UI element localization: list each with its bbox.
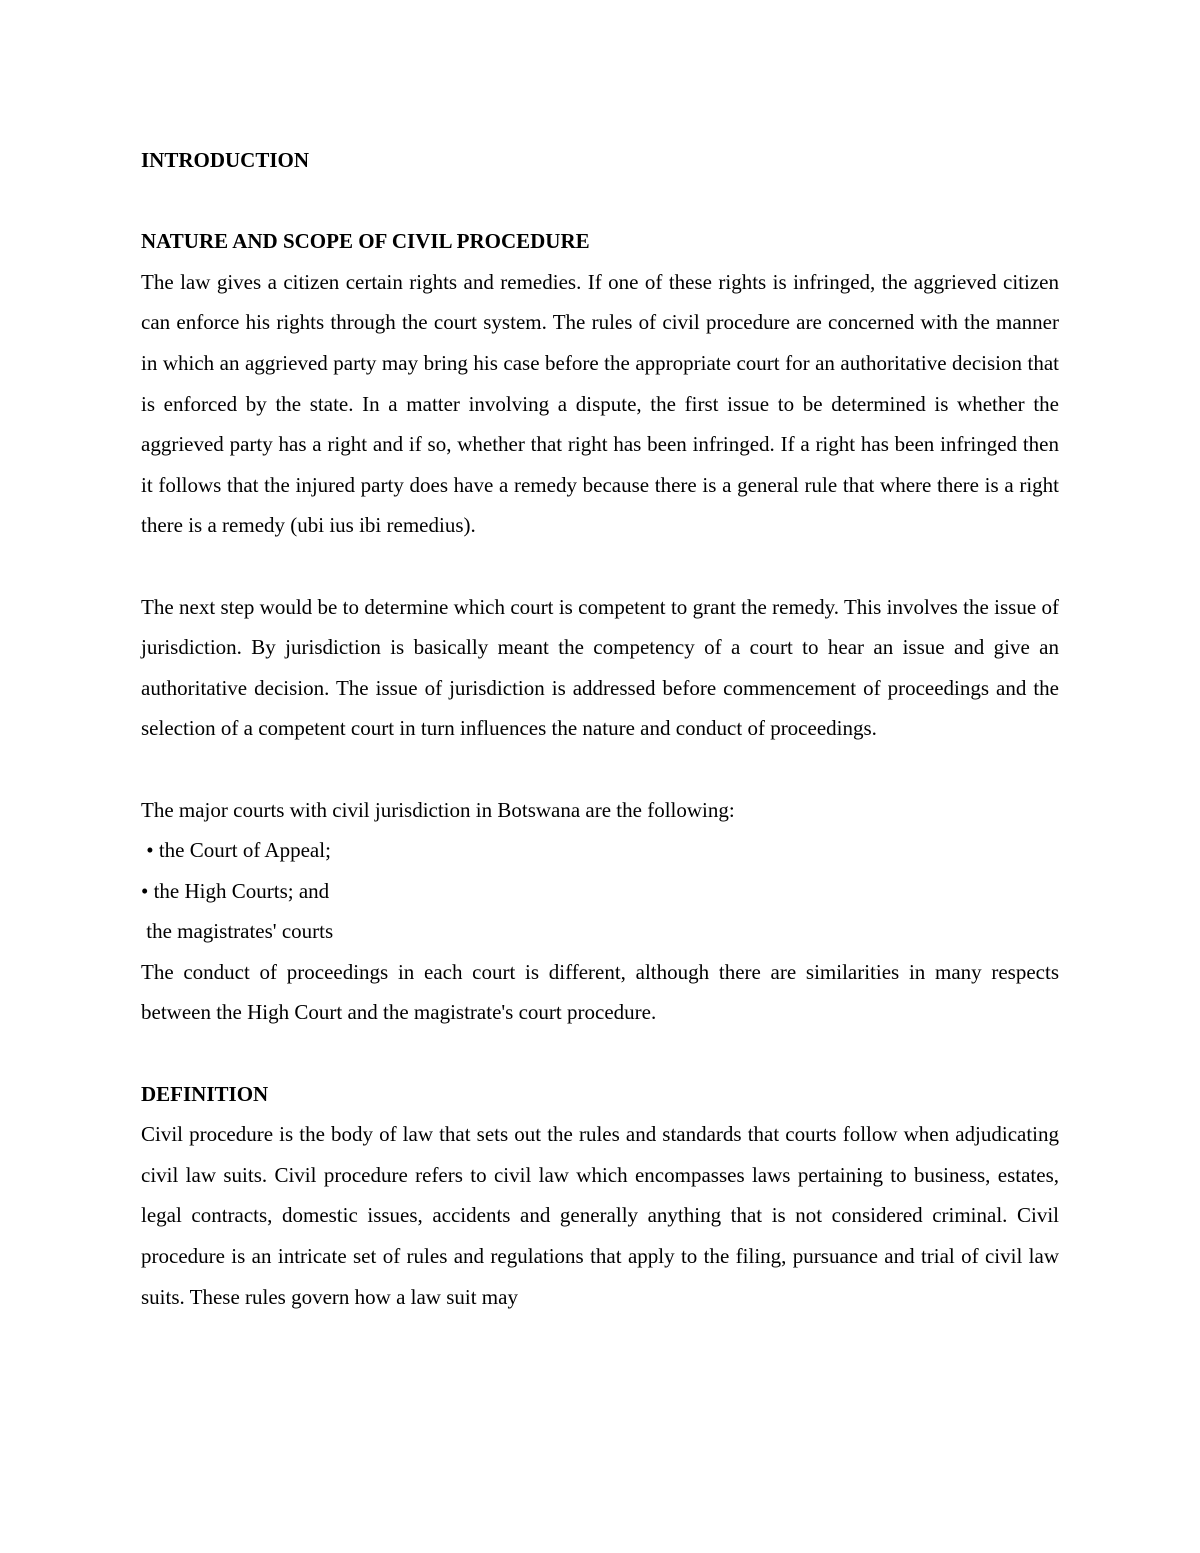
heading-definition: DEFINITION (141, 1081, 269, 1106)
heading-nature-scope: NATURE AND SCOPE OF CIVIL PROCEDURE (141, 229, 590, 254)
paragraph-rights-remedies: The law gives a citizen certain rights and remedies. If one of these rights is infringed, the aggrieved citizen can enforce his rights through the court system. The rules of civil procedure are concerned with the manner in which an aggrieved party may bring his case before the appropriate court for an authoritative decision that is enforced by the state. In a matter involving a dispute, the first issue to be determined is whether the aggrieved party has a right and if so, whether that right has been infringed. If a right has been infringed then it follows that the injured party does have a remedy because there is a general rule that where there is a right there is a remedy (ubi ius ibi remedius). (141, 269, 1059, 538)
spacer (141, 546, 1059, 587)
paragraph-major-courts-intro: The major courts with civil jurisdiction in Botswana are the following: (141, 797, 735, 822)
paragraph-conduct-of-proceedings: The conduct of proceedings in each court is different, although there are similarities in many respects between the High Court and the magistrate's court procedure. (141, 959, 1059, 1025)
paragraph-jurisdiction: The next step would be to determine which court is competent to grant the remedy. This involves the issue of jurisdiction. By jurisdiction is basically meant the competency of a court to hear an issue and give an authoritative decision. The issue of jurisdiction is addressed before commencement of proceedings and the selection of a competent court in turn influences the nature and conduct of proceedings. (141, 594, 1059, 741)
spacer (141, 749, 1059, 790)
document-page (141, 140, 1059, 1317)
list-item-high-courts: • the High Courts; and (141, 878, 330, 903)
spacer (141, 181, 1059, 222)
paragraph-definition: Civil procedure is the body of law that sets out the rules and standards that courts follow when adjudicating civil law suits. Civil procedure refers to civil law which encompasses laws pertaining to business, estates, legal contracts, domestic issues, accidents and generally anything that is not considered criminal. Civil procedure is an intricate set of rules and regulations that apply to the filing, pursuance and trial of civil law suits. These rules govern how a law suit may (141, 1122, 1059, 1309)
list-item-court-of-appeal: • the Court of Appeal; (141, 838, 331, 863)
heading-introduction: INTRODUCTION (141, 148, 310, 172)
list-item-magistrates-courts: the magistrates' courts (141, 919, 334, 944)
spacer (141, 1033, 1059, 1074)
